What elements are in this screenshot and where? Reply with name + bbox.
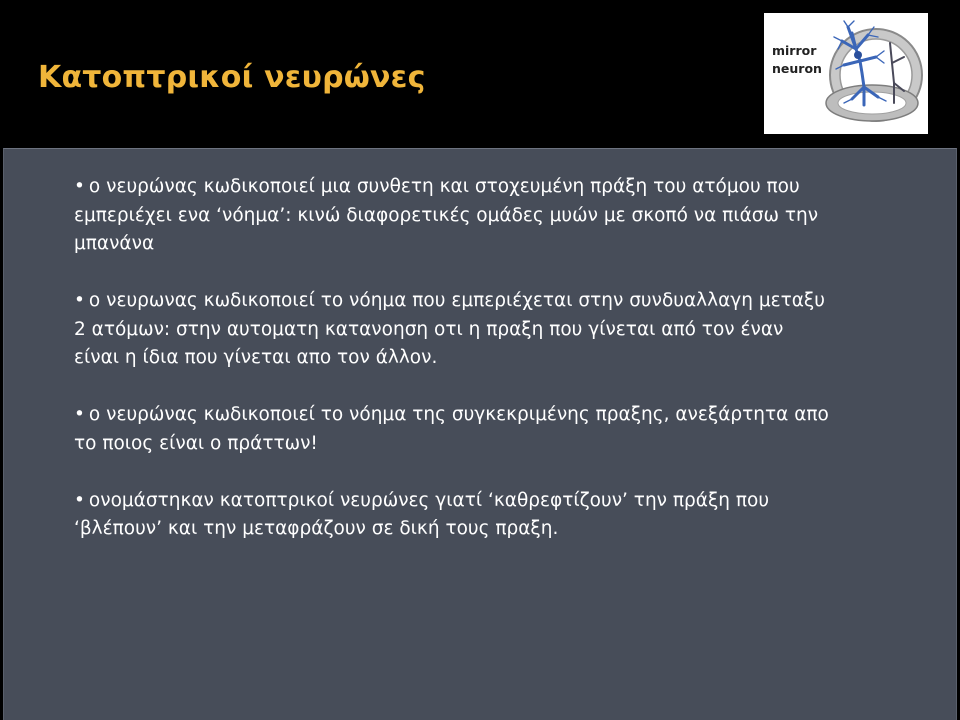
bullet-text: ο νευρώνας κωδικοποιεί το νόημα της συγκεκριμένης πραξης, ανεξάρτητα απο το ποιος είναι ο πράττων!: [74, 404, 829, 454]
bullet-dot: •: [74, 290, 85, 311]
bullet-text: ο νευρώνας κωδικοποιεί μια συνθετη και στοχευμένη πράξη του ατόμου που εμπεριέχει ενα ‘νόημα’: κινώ διαφορετικές ομάδες μυών με σκοπό να πιάσω την μπανάνα: [74, 176, 819, 254]
bullet-text: ονομάστηκαν κατοπτρικοί νευρώνες γιατί ‘καθρεφτίζουν’ την πράξη που ‘βλέπουν’ και την μεταφράζουν σε δική τους πραξη.: [74, 489, 770, 539]
svg-text:mirror: mirror: [772, 43, 817, 58]
bullet-item: [74, 401, 834, 458]
bullet-dot: •: [74, 489, 85, 511]
mirror-neuron-illustration-icon: [764, 13, 928, 134]
bullet-dot: •: [74, 176, 85, 197]
bullet-text: ο νευρωνας κωδικοποιεί το νόημα που εμπεριέχεται στην συνδυαλλαγη μεταξυ 2 ατόμων: στην αυτοματη κατανοηση οτι η πραξη που γίνεται από τον έναν είναι η ίδια που γίνεται απο τον άλλον.: [74, 290, 825, 368]
bullet-item: [74, 173, 834, 259]
bullet-dot: •: [74, 404, 85, 425]
bullet-item: [74, 287, 834, 373]
mirror-neuron-logo: [764, 13, 928, 134]
slide-title: Κατοπτρικοί νευρώνες: [38, 60, 426, 95]
title-bar: [0, 0, 960, 148]
content-panel: [3, 148, 957, 720]
bullet-list: [74, 173, 834, 572]
svg-text:neuron: neuron: [772, 61, 822, 76]
bullet-item: [74, 487, 834, 544]
